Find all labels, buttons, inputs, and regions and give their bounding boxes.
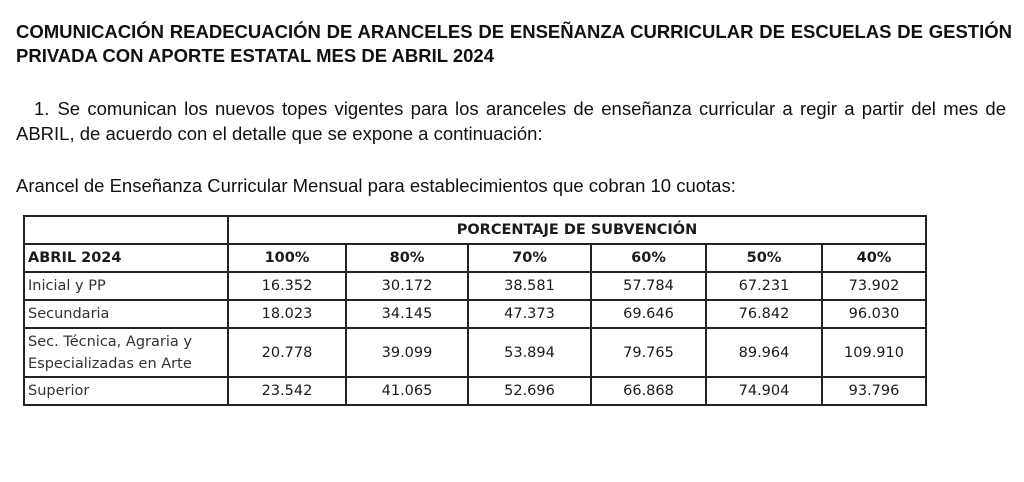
column-header-80: 80%	[346, 244, 468, 272]
table-cell: 23.542	[228, 377, 346, 405]
table-header-row	[24, 244, 926, 272]
column-header-50: 50%	[706, 244, 822, 272]
table-cell: 57.784	[591, 272, 706, 300]
table-cell: 34.145	[346, 300, 468, 328]
table-row	[24, 377, 926, 405]
paragraph-number: 1.	[34, 98, 50, 119]
table-cell: 18.023	[228, 300, 346, 328]
table-cell: 38.581	[468, 272, 591, 300]
table-cell: 76.842	[706, 300, 822, 328]
column-header-60: 60%	[591, 244, 706, 272]
table-cell: 73.902	[822, 272, 926, 300]
table-cell: 39.099	[346, 328, 468, 377]
table-cell: 66.868	[591, 377, 706, 405]
table-cell: 89.964	[706, 328, 822, 377]
table-row	[24, 300, 926, 328]
table-cell: 79.765	[591, 328, 706, 377]
paragraph-text: Se comunican los nuevos topes vigentes para los aranceles de enseñanza curricular a regir a partir del mes de ABRIL, de acuerdo con el detalle que se expone a continuación:	[16, 98, 1006, 144]
row-label: Inicial y PP	[24, 272, 228, 300]
table-cell: 67.231	[706, 272, 822, 300]
table-cell: 47.373	[468, 300, 591, 328]
table-group-header-row	[24, 216, 926, 244]
table-empty-corner	[24, 216, 228, 244]
column-header-70: 70%	[468, 244, 591, 272]
table-row	[24, 328, 926, 377]
table-cell: 96.030	[822, 300, 926, 328]
row-label-line-2: Especializadas en Arte	[28, 355, 192, 372]
paragraph-1	[16, 96, 1006, 146]
table-cell: 16.352	[228, 272, 346, 300]
row-label-line-1: Sec. Técnica, Agraria y	[28, 333, 192, 350]
tariff-table	[23, 215, 927, 406]
table-cell: 53.894	[468, 328, 591, 377]
row-label	[24, 328, 228, 377]
table-cell: 69.646	[591, 300, 706, 328]
table-row	[24, 272, 926, 300]
table-cell: 52.696	[468, 377, 591, 405]
table-group-header: PORCENTAJE DE SUBVENCIÓN	[228, 216, 926, 244]
table-cell: 93.796	[822, 377, 926, 405]
table-cell: 20.778	[228, 328, 346, 377]
row-label: Secundaria	[24, 300, 228, 328]
table-cell: 30.172	[346, 272, 468, 300]
table-cell: 109.910	[822, 328, 926, 377]
column-header-40: 40%	[822, 244, 926, 272]
table-cell: 74.904	[706, 377, 822, 405]
table-corner-header: ABRIL 2024	[24, 244, 228, 272]
document-title: COMUNICACIÓN READECUACIÓN DE ARANCELES DE ENSEÑANZA CURRICULAR DE ESCUELAS DE GESTIÓN PRIVADA CON APORTE ESTATAL MES DE ABRIL 2024	[16, 21, 1012, 66]
table-cell: 41.065	[346, 377, 468, 405]
table-caption: Arancel de Enseñanza Curricular Mensual para establecimientos que cobran 10 cuotas:	[16, 175, 736, 196]
row-label: Superior	[24, 377, 228, 405]
column-header-100: 100%	[228, 244, 346, 272]
